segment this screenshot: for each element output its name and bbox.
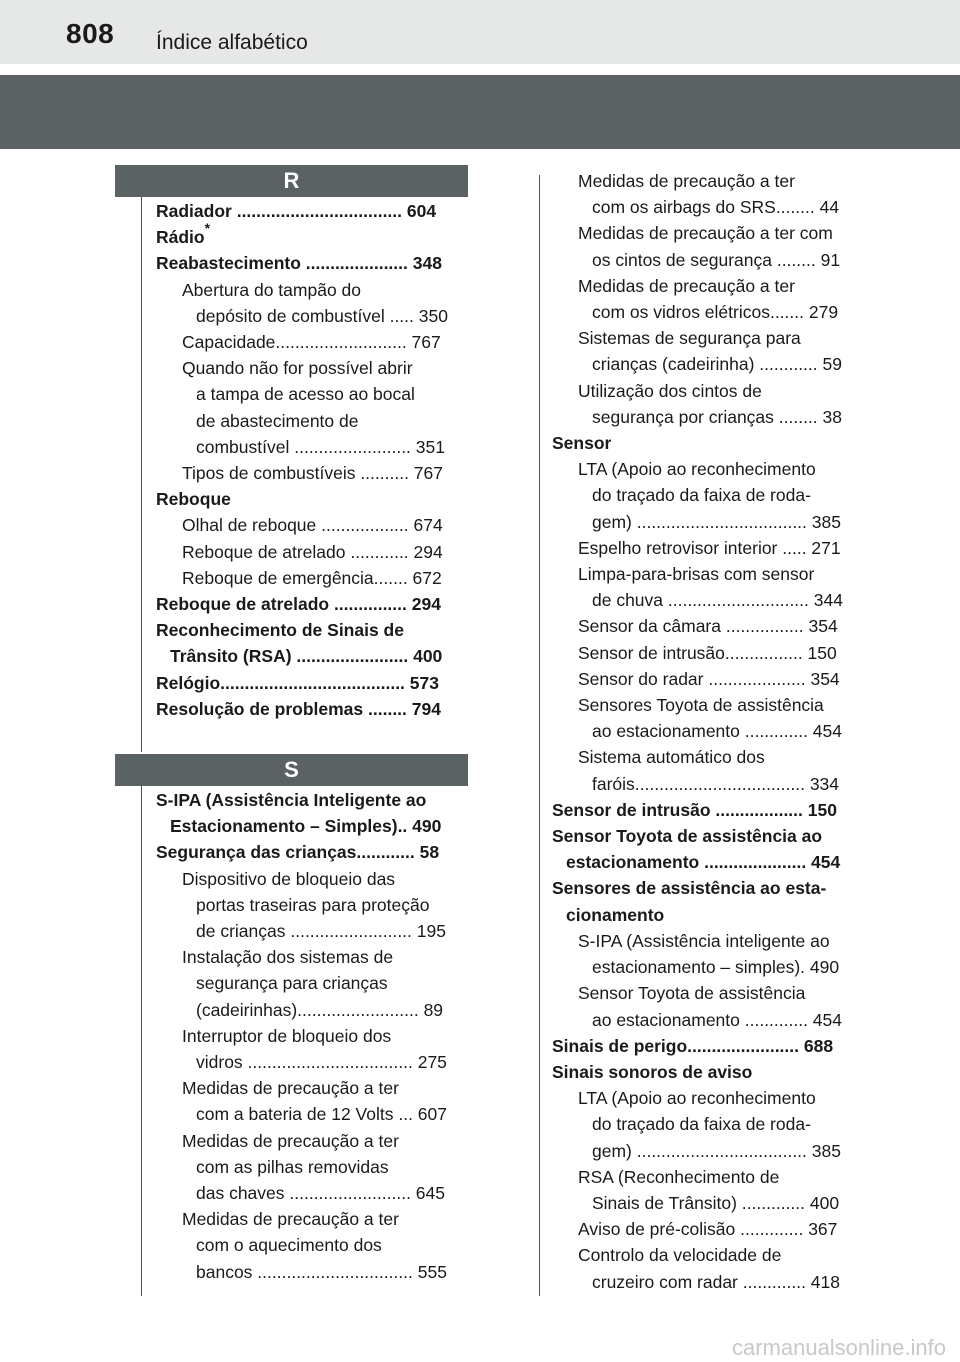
index-entry	[552, 561, 843, 587]
index-entry-text: (cadeirinhas)......................... 89	[196, 999, 444, 1020]
index-entry	[156, 486, 448, 512]
index-column-right	[552, 168, 843, 1295]
index-entry	[552, 1242, 843, 1268]
index-entry	[156, 918, 447, 944]
index-entry	[552, 1033, 843, 1059]
index-entry-text: Quando não for possível abrir	[182, 358, 413, 379]
index-entry	[552, 928, 843, 954]
index-entry-text: Sensor de intrusão................ 150	[578, 642, 837, 663]
index-entry-text: Sensor de intrusão .................. 150	[552, 799, 837, 820]
index-entry-text: Radiador .................................. 604	[156, 201, 437, 221]
index-entry	[552, 1164, 843, 1190]
index-entry	[156, 696, 448, 722]
index-entry	[156, 565, 448, 591]
index-entry	[156, 277, 448, 303]
index-entry	[552, 587, 843, 613]
index-entry-text: Segurança das crianças............ 58	[156, 842, 440, 863]
page-header	[0, 0, 960, 64]
index-entry-text: LTA (Apoio ao reconhecimento	[578, 1088, 816, 1109]
header-band	[0, 75, 960, 149]
index-entry	[552, 482, 843, 508]
index-entry	[156, 250, 448, 276]
index-entry-text: cruzeiro com radar ............. 418	[592, 1271, 841, 1292]
index-entry	[552, 1138, 843, 1164]
index-entry-text: Sinais de Trânsito) ............. 400	[592, 1192, 840, 1213]
index-entry	[156, 813, 447, 839]
index-entry	[552, 875, 843, 901]
index-entry-text: depósito de combustível ..... 350	[196, 305, 448, 326]
index-entry-text: Resolução de problemas ........ 794	[156, 698, 441, 719]
index-entry	[552, 954, 843, 980]
section-letter-r: R	[115, 165, 468, 197]
index-entry	[156, 643, 448, 669]
index-entry	[552, 902, 843, 928]
index-entry	[156, 1154, 447, 1180]
index-entry-text: Medidas de precaução a ter	[578, 171, 795, 191]
index-entry	[156, 839, 447, 865]
index-entry	[156, 303, 448, 329]
index-entry-text: com os vidros elétricos....... 279	[592, 302, 839, 323]
index-entry-text: cionamento	[566, 904, 665, 925]
index-entry-text: Medidas de precaução a ter	[182, 1209, 399, 1230]
index-entry	[156, 866, 447, 892]
index-entry-text: do traçado da faixa de roda-	[592, 1114, 811, 1135]
index-entry	[156, 591, 448, 617]
index-entry-text: bancos ................................ 555	[196, 1261, 447, 1282]
index-entry-text: Sistema automático dos	[578, 747, 765, 768]
index-entry	[552, 771, 843, 797]
index-entry	[156, 1023, 447, 1049]
index-entry-text: Sensor	[552, 433, 612, 454]
index-entry-text: Rádio	[156, 227, 205, 248]
index-entry	[156, 1206, 447, 1232]
index-entry-text: Reboque de atrelado ............... 294	[156, 594, 441, 615]
index-entry-text: Sensores de assistência ao esta-	[552, 878, 827, 899]
index-entry	[156, 198, 448, 224]
index-entry-text: os cintos de segurança ........ 91	[592, 249, 841, 270]
index-entry	[552, 325, 843, 351]
index-entry	[552, 692, 843, 718]
index-entry	[552, 430, 843, 456]
index-entry-text: gem) ................................... 385	[592, 511, 841, 532]
index-entry	[156, 944, 447, 970]
index-entry-text: Sensor Toyota de assistência ao	[552, 826, 823, 847]
index-entry	[552, 1216, 843, 1242]
index-entry	[156, 970, 447, 996]
index-entry-text: ao estacionamento ............. 454	[592, 721, 843, 742]
index-entry	[552, 1190, 843, 1216]
index-entry-text: Dispositivo de bloqueio das	[182, 868, 396, 889]
index-entry-text: S-IPA (Assistência Inteligente ao	[156, 790, 427, 810]
index-entry	[552, 718, 843, 744]
column-rule-middle	[539, 175, 540, 1296]
index-entry	[552, 1085, 843, 1111]
index-entry	[156, 617, 448, 643]
index-entry-text: Utilização dos cintos de	[578, 380, 762, 401]
index-entry	[552, 535, 843, 561]
index-entry-text: de abastecimento de	[196, 410, 359, 431]
index-entry-text: Sensor Toyota de assistência	[578, 983, 806, 1004]
index-entry	[552, 613, 843, 639]
index-entry	[156, 997, 447, 1023]
index-entry-text: Instalação dos sistemas de	[182, 947, 394, 968]
index-entry-text: Medidas de precaução a ter com	[578, 223, 833, 244]
index-entry	[552, 744, 843, 770]
index-entry	[156, 1101, 447, 1127]
index-entry-text: segurança por crianças ........ 38	[592, 406, 842, 427]
index-entry	[552, 220, 843, 246]
index-entry-text: Reabastecimento ..................... 348	[156, 253, 442, 274]
index-entry-text: Sensor do radar .................... 354	[578, 668, 840, 689]
index-entry-text: portas traseiras para proteção	[196, 894, 430, 915]
index-entry-text: ao estacionamento ............. 454	[592, 1009, 843, 1030]
index-entry-text: Reboque	[156, 489, 231, 510]
index-entry	[156, 355, 448, 381]
chapter-title: Índice alfabético	[156, 31, 308, 54]
index-entry	[552, 299, 843, 325]
index-entry	[552, 378, 843, 404]
index-entry	[552, 247, 843, 273]
index-entry	[552, 351, 843, 377]
index-entry	[552, 1111, 843, 1137]
index-entry	[156, 460, 448, 486]
index-entry-text: Estacionamento – Simples).. 490	[170, 816, 442, 837]
index-entry-text: Reboque de emergência....... 672	[182, 567, 442, 588]
index-entry	[156, 220, 448, 250]
index-entry	[156, 670, 448, 696]
index-entry-text: com os airbags do SRS........ 44	[592, 197, 840, 218]
index-entry-text: Relógio...................................... 573	[156, 672, 439, 693]
index-entry-text: Trânsito (RSA) ....................... 400	[170, 646, 443, 667]
index-entry	[552, 273, 843, 299]
index-entry-text: Sensor da câmara ................ 354	[578, 616, 838, 637]
index-entry	[156, 329, 448, 355]
index-entry-text: Tipos de combustíveis .......... 767	[182, 463, 443, 484]
index-entry-text: Reboque de atrelado ............ 294	[182, 541, 443, 562]
watermark: carmanualsonline.info	[731, 1335, 946, 1360]
index-entry	[156, 381, 448, 407]
index-entry-text: segurança para crianças	[196, 973, 388, 994]
index-entry	[156, 1259, 447, 1285]
index-entry-text: RSA (Reconhecimento de	[578, 1166, 780, 1187]
index-entry	[552, 980, 843, 1006]
index-entry-text: Medidas de precaução a ter	[182, 1130, 399, 1151]
index-entry-text: Espelho retrovisor interior ..... 271	[578, 537, 841, 558]
index-entry-text: LTA (Apoio ao reconhecimento	[578, 459, 816, 480]
index-entry-text: com o aquecimento dos	[196, 1235, 382, 1256]
index-entry	[156, 1049, 447, 1075]
index-entry	[552, 640, 843, 666]
index-entry	[156, 1232, 447, 1258]
index-entry-text: faróis................................... 334	[592, 773, 840, 794]
index-entry	[552, 823, 843, 849]
index-entry	[552, 509, 843, 535]
index-entry-text: de chuva ............................. 344	[592, 590, 843, 611]
index-entry-text: Abertura do tampão do	[182, 279, 362, 300]
index-entry-text: Olhal de reboque .................. 674	[182, 515, 443, 536]
index-entry-text: de crianças ......................... 195	[196, 921, 446, 942]
index-column-left-r	[156, 198, 448, 722]
index-entry-text: a tampa de acesso ao bocal	[196, 384, 415, 405]
page-number: 808	[66, 18, 115, 49]
index-entry	[552, 849, 843, 875]
index-entry-text: Sinais de perigo....................... 688	[552, 1035, 834, 1056]
index-entry-text: Capacidade........................... 767	[182, 332, 441, 353]
index-entry	[552, 194, 843, 220]
index-entry	[552, 404, 843, 430]
index-entry-text: estacionamento ..................... 454	[566, 852, 841, 873]
index-entry-text: vidros .................................. 275	[196, 1052, 447, 1073]
index-entry	[156, 892, 447, 918]
index-entry-text: Limpa-para-brisas com sensor	[578, 564, 815, 585]
index-entry-text: Controlo da velocidade de	[578, 1245, 782, 1266]
index-entry-text: estacionamento – simples). 490	[592, 957, 840, 978]
index-entry-text: com a bateria de 12 Volts ... 607	[196, 1104, 447, 1125]
index-entry-text: com as pilhas removidas	[196, 1156, 389, 1177]
index-entry-text: Aviso de pré-colisão ............. 367	[578, 1219, 838, 1240]
column-rule-left-s	[141, 786, 142, 1296]
index-entry	[156, 1180, 447, 1206]
index-entry	[552, 1269, 843, 1295]
index-entry	[552, 1007, 843, 1033]
index-entry-text: gem) ................................... 385	[592, 1140, 841, 1161]
index-entry	[156, 1128, 447, 1154]
index-entry-text: das chaves ......................... 645	[196, 1183, 445, 1204]
index-entry	[552, 456, 843, 482]
index-entry	[552, 1059, 843, 1085]
index-column-left-s	[156, 787, 447, 1285]
index-entry-text: Sensores Toyota de assistência	[578, 695, 824, 716]
index-entry	[156, 1075, 447, 1101]
index-entry-text: Sinais sonoros de aviso	[552, 1061, 753, 1082]
index-entry-text: Reconhecimento de Sinais de	[156, 620, 404, 641]
index-entry	[552, 168, 843, 194]
index-entry-text: S-IPA (Assistência inteligente ao	[578, 930, 830, 951]
index-entry-text: combustível ........................ 351	[196, 436, 445, 457]
index-entry	[156, 539, 448, 565]
column-rule-left-r	[141, 197, 142, 752]
index-entry	[552, 797, 843, 823]
index-entry	[156, 512, 448, 538]
index-entry-text: Medidas de precaução a ter	[182, 1078, 399, 1099]
index-entry	[552, 666, 843, 692]
index-entry	[156, 408, 448, 434]
index-entry	[156, 787, 447, 813]
index-entry-text: crianças (cadeirinha) ............ 59	[592, 354, 842, 375]
section-letter-s: S	[115, 754, 468, 786]
footnote-asterisk: *	[204, 220, 211, 237]
index-entry-text: do traçado da faixa de roda-	[592, 485, 811, 506]
index-entry-text: Sistemas de segurança para	[578, 328, 801, 349]
index-entry-text: Medidas de precaução a ter	[578, 275, 795, 296]
index-entry-text: Interruptor de bloqueio dos	[182, 1025, 392, 1046]
index-entry	[156, 434, 448, 460]
